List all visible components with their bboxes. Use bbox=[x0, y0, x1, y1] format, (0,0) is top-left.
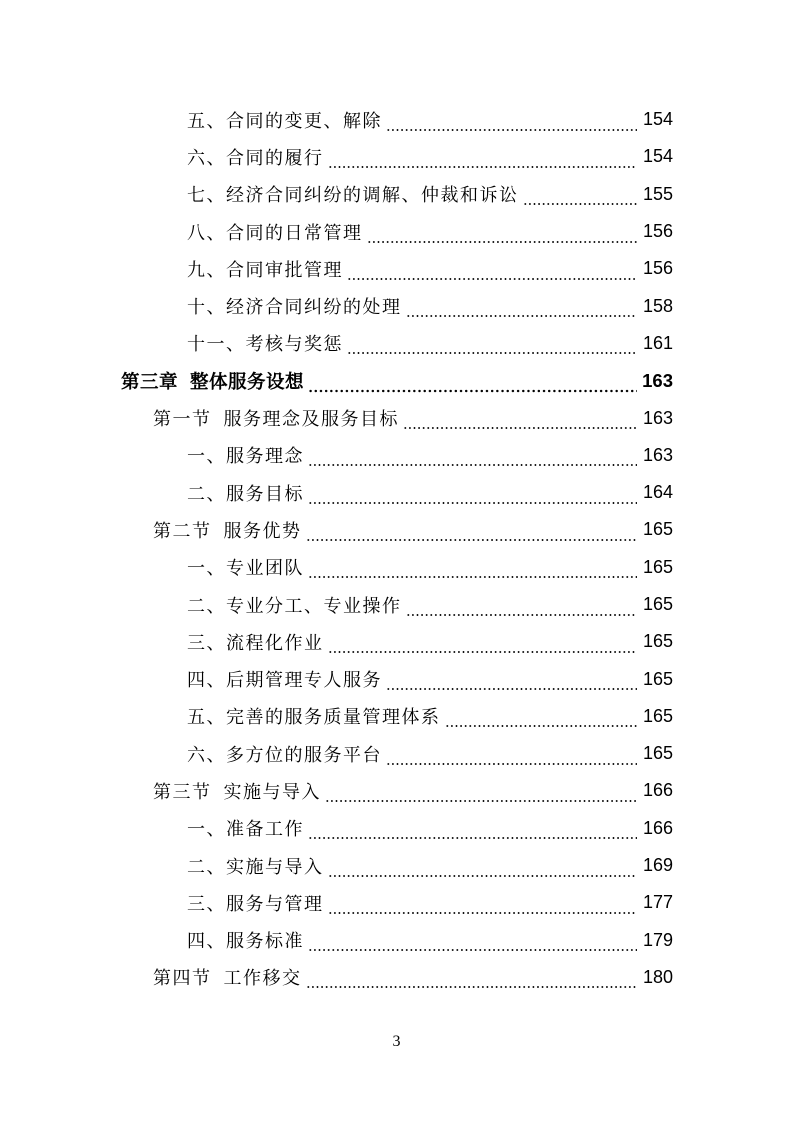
toc-entry-prefix: 第三章 bbox=[121, 371, 179, 393]
toc-entry[interactable] bbox=[0, 101, 793, 138]
toc-entry[interactable] bbox=[0, 213, 793, 250]
toc-entry-label: 二、实施与导入 bbox=[187, 856, 324, 878]
toc-entry-label: 二、专业分工、专业操作 bbox=[187, 595, 402, 617]
toc-dot-leader bbox=[403, 412, 637, 430]
toc-entry-label: 服务优势 bbox=[223, 520, 302, 542]
toc-entry-page: 158 bbox=[642, 295, 673, 316]
toc-entry-page: 165 bbox=[642, 594, 673, 614]
toc-entry-label: 二、服务目标 bbox=[187, 483, 304, 505]
toc-entry-label: 三、服务与管理 bbox=[187, 893, 324, 915]
toc-entry-label: 七、经济合同纠纷的调解、仲裁和诉讼 bbox=[187, 185, 519, 207]
toc-entry-title bbox=[187, 181, 519, 207]
toc-entry-title bbox=[187, 703, 441, 729]
toc-dot-leader bbox=[308, 375, 637, 393]
toc-entry-title bbox=[153, 964, 302, 990]
toc-entry[interactable] bbox=[0, 250, 793, 287]
toc-entry[interactable] bbox=[0, 847, 793, 884]
toc-entry-label: 八、合同的日常管理 bbox=[187, 222, 363, 244]
toc-entry-title bbox=[121, 368, 304, 394]
toc-entry[interactable] bbox=[0, 325, 793, 362]
table-of-contents bbox=[0, 101, 793, 996]
toc-entry-title bbox=[187, 480, 304, 506]
toc-entry-page: 165 bbox=[642, 668, 673, 689]
toc-entry-label: 整体服务设想 bbox=[190, 371, 305, 393]
toc-entry-label: 四、服务标准 bbox=[187, 931, 304, 953]
toc-entry[interactable] bbox=[0, 399, 793, 436]
toc-entry-label: 三、流程化作业 bbox=[187, 632, 324, 654]
toc-entry-label: 九、合同审批管理 bbox=[187, 259, 343, 281]
toc-entry-title bbox=[187, 666, 382, 692]
toc-entry[interactable] bbox=[0, 437, 793, 474]
toc-entry-title bbox=[187, 219, 363, 245]
toc-entry-title bbox=[187, 144, 324, 170]
toc-dot-leader bbox=[386, 748, 637, 766]
toc-entry[interactable] bbox=[0, 176, 793, 213]
toc-dot-leader bbox=[328, 151, 638, 169]
toc-entry-page: 163 bbox=[642, 369, 673, 391]
toc-dot-leader bbox=[306, 524, 638, 542]
toc-dot-leader bbox=[347, 337, 637, 355]
toc-entry-label: 十、经济合同纠纷的处理 bbox=[187, 297, 402, 319]
toc-entry-title bbox=[187, 330, 343, 356]
toc-entry[interactable] bbox=[0, 735, 793, 772]
toc-entry-label: 服务理念及服务目标 bbox=[223, 409, 399, 431]
toc-dot-leader bbox=[523, 188, 638, 206]
toc-entry-page: 154 bbox=[642, 109, 673, 130]
toc-dot-leader bbox=[328, 860, 638, 878]
toc-entry-page: 165 bbox=[642, 743, 673, 764]
toc-entry-page: 179 bbox=[642, 929, 673, 950]
toc-entry-label: 一、准备工作 bbox=[187, 819, 304, 841]
toc-entry-prefix: 第四节 bbox=[153, 968, 212, 990]
toc-entry-page: 177 bbox=[642, 892, 673, 913]
toc-dot-leader bbox=[308, 934, 637, 952]
toc-entry-title bbox=[187, 592, 402, 618]
toc-entry-label: 六、多方位的服务平台 bbox=[187, 744, 382, 766]
toc-entry-page: 161 bbox=[642, 332, 673, 353]
toc-entry-page: 165 bbox=[642, 556, 673, 577]
toc-entry-label: 五、合同的变更、解除 bbox=[187, 110, 382, 132]
toc-entry-label: 五、完善的服务质量管理体系 bbox=[187, 707, 441, 729]
toc-entry-page: 165 bbox=[642, 705, 673, 726]
toc-entry-page: 165 bbox=[642, 519, 673, 540]
toc-entry-label: 四、后期管理专人服务 bbox=[187, 670, 382, 692]
toc-entry[interactable] bbox=[0, 586, 793, 623]
toc-entry[interactable] bbox=[0, 474, 793, 511]
toc-dot-leader bbox=[347, 263, 637, 281]
page-number: 3 bbox=[392, 1033, 401, 1050]
toc-entry-page: 156 bbox=[642, 221, 673, 242]
toc-entry-title bbox=[153, 778, 321, 804]
toc-entry-prefix: 第三节 bbox=[153, 781, 212, 803]
toc-entry-prefix: 第一节 bbox=[153, 409, 212, 431]
toc-entry-page: 166 bbox=[642, 780, 673, 801]
toc-dot-leader bbox=[406, 599, 638, 617]
toc-entry-page: 154 bbox=[642, 146, 673, 167]
toc-entry[interactable] bbox=[0, 959, 793, 996]
toc-entry-title bbox=[153, 405, 399, 431]
toc-entry[interactable] bbox=[0, 138, 793, 175]
toc-entry[interactable] bbox=[0, 287, 793, 324]
toc-entry-title bbox=[187, 815, 304, 841]
toc-entry-page: 163 bbox=[642, 444, 673, 465]
toc-dot-leader bbox=[386, 673, 637, 691]
toc-entry-page: 169 bbox=[642, 855, 673, 876]
toc-entry-title bbox=[187, 554, 304, 580]
toc-entry-title bbox=[187, 853, 324, 879]
toc-entry-title bbox=[187, 442, 304, 468]
toc-entry-page: 180 bbox=[642, 966, 673, 987]
toc-entry[interactable] bbox=[0, 698, 793, 735]
toc-entry-page: 156 bbox=[642, 258, 673, 279]
toc-entry-prefix: 第二节 bbox=[153, 520, 212, 542]
toc-entry[interactable] bbox=[0, 511, 793, 548]
toc-entry-title bbox=[187, 256, 343, 282]
toc-entry-page: 166 bbox=[642, 817, 673, 838]
toc-entry-title bbox=[187, 107, 382, 133]
toc-entry-title bbox=[187, 890, 324, 916]
toc-entry-label: 实施与导入 bbox=[223, 781, 321, 803]
toc-entry[interactable] bbox=[0, 884, 793, 921]
toc-dot-leader bbox=[406, 300, 638, 318]
toc-dot-leader bbox=[308, 487, 637, 505]
toc-entry[interactable] bbox=[0, 549, 793, 586]
toc-entry[interactable] bbox=[0, 772, 793, 809]
toc-dot-leader bbox=[325, 785, 637, 803]
toc-dot-leader bbox=[308, 561, 637, 579]
toc-entry[interactable] bbox=[0, 660, 793, 697]
toc-entry-page: 164 bbox=[642, 482, 673, 503]
toc-entry-title bbox=[187, 741, 382, 767]
toc-entry[interactable] bbox=[0, 362, 793, 399]
toc-dot-leader bbox=[367, 226, 638, 244]
toc-entry-page: 155 bbox=[642, 183, 673, 204]
toc-entry[interactable] bbox=[0, 922, 793, 959]
toc-dot-leader bbox=[328, 636, 638, 654]
toc-dot-leader bbox=[306, 971, 638, 989]
toc-entry-label: 一、服务理念 bbox=[187, 446, 304, 468]
toc-entry-page: 163 bbox=[642, 407, 673, 428]
toc-entry[interactable] bbox=[0, 623, 793, 660]
toc-entry-label: 一、专业团队 bbox=[187, 558, 304, 580]
toc-entry-page: 165 bbox=[642, 631, 673, 652]
toc-entry-title bbox=[153, 517, 302, 543]
toc-entry[interactable] bbox=[0, 810, 793, 847]
toc-entry-title bbox=[187, 629, 324, 655]
toc-entry-label: 六、合同的履行 bbox=[187, 147, 324, 169]
toc-entry-title bbox=[187, 927, 304, 953]
toc-dot-leader bbox=[445, 710, 638, 728]
toc-entry-label: 十一、考核与奖惩 bbox=[187, 334, 343, 356]
toc-entry-label: 工作移交 bbox=[223, 968, 302, 990]
toc-dot-leader bbox=[386, 114, 637, 132]
toc-dot-leader bbox=[328, 897, 638, 915]
toc-dot-leader bbox=[308, 822, 637, 840]
toc-entry-title bbox=[187, 293, 402, 319]
toc-dot-leader bbox=[308, 449, 637, 467]
